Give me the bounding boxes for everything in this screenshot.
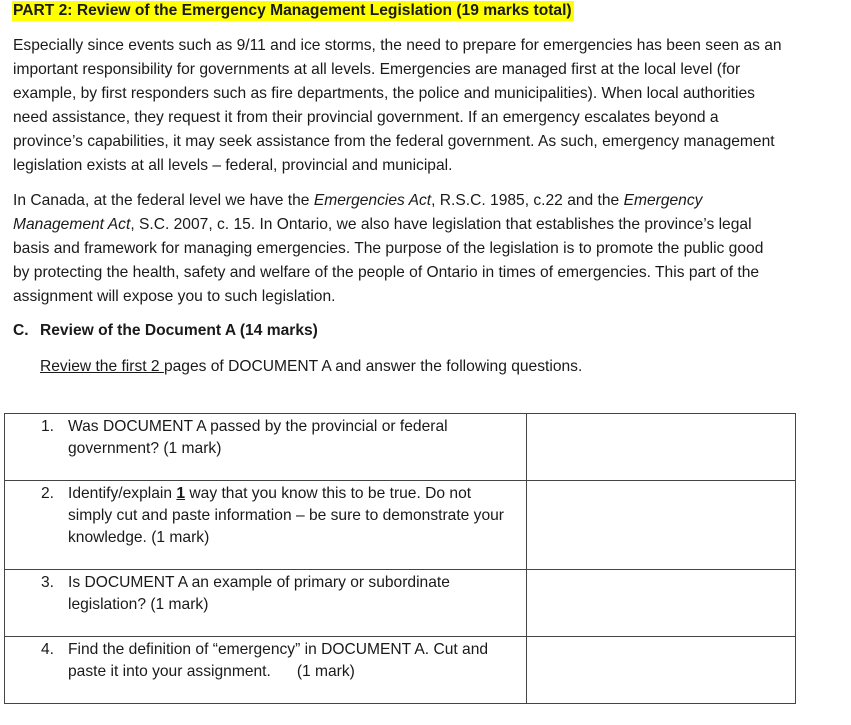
answer-cell[interactable] (527, 570, 796, 637)
question-cell (5, 414, 527, 481)
paragraph-text: In Canada, at the federal level we have the (13, 192, 314, 209)
emergency-management-act-title: Emergency Management Act (13, 192, 703, 233)
question-text: Was DOCUMENT A passed by the provincial or federal government? (1 mark) (68, 418, 448, 457)
answer-cell[interactable] (527, 637, 796, 704)
question-text (68, 483, 518, 549)
question-emphasis: 1 (176, 485, 186, 502)
question-cell (5, 481, 527, 570)
section-title (13, 320, 318, 342)
section-letter: C. (13, 322, 29, 339)
instruction-rest: pages of DOCUMENT A and answer the following questions. (163, 358, 583, 375)
question-text: Find the definition of “emergency” in DOCUMENT A. Cut and paste it into your assignment. (1 mark) (68, 641, 493, 680)
table-row (5, 570, 796, 637)
question-number: 4. (41, 641, 55, 658)
legislation-paragraph (13, 189, 783, 309)
table-row (5, 481, 796, 570)
question-cell (5, 570, 527, 637)
answer-cell[interactable] (527, 414, 796, 481)
table-row (5, 637, 796, 704)
table-row (5, 414, 796, 481)
instruction-underlined: Review the first 2 (40, 358, 164, 375)
answer-cell[interactable] (527, 481, 796, 570)
question-text-part: way that you know this to be true. Do not simply cut and paste information – be sure to demonstrate your knowledge. (1 mark) (68, 485, 504, 546)
intro-paragraph: Especially since events such as 9/11 and ice storms, the need to prepare for emergencies has been seen as an important responsibility for governments at all levels. Emergencies are managed first at the local level (for example, by first responders such as fire departments, the police and municipalities). When local authorities need assistance, they request it from their provincial government. If an emergency escalates beyond a province’s capabilities, it may seek assistance from the federal government. As such, emergency management legislation exists at all levels – federal, provincial and municipal. (13, 37, 782, 174)
paragraph-text: , S.C. 2007, c. 15. In Ontario, we also have legislation that establishes the province’s legal basis and framework for managing emergencies. The purpose of the legislation is to promote the public good by protecting the health, safety and welfare of the people of Ontario in times of emergencies. This part of the assignment will expose you to such legislation. (13, 215, 764, 305)
questions-table (4, 413, 796, 704)
question-text: Is DOCUMENT A an example of primary or subordinate legislation? (1 mark) (68, 574, 450, 613)
question-cell (5, 637, 527, 704)
section-title-text: Review of the Document A (14 marks) (40, 322, 318, 339)
question-number: 2. (41, 485, 55, 502)
part-heading: PART 2: Review of the Emergency Management Legislation (19 marks total) (13, 2, 572, 19)
emergencies-act-title: Emergencies Act (313, 192, 432, 209)
question-text-part: Identify/explain (68, 485, 177, 502)
question-number: 1. (41, 418, 55, 435)
instruction-text (40, 356, 582, 378)
paragraph-text: , R.S.C. 1985, c.22 and the (431, 192, 624, 209)
question-number: 3. (41, 574, 55, 591)
